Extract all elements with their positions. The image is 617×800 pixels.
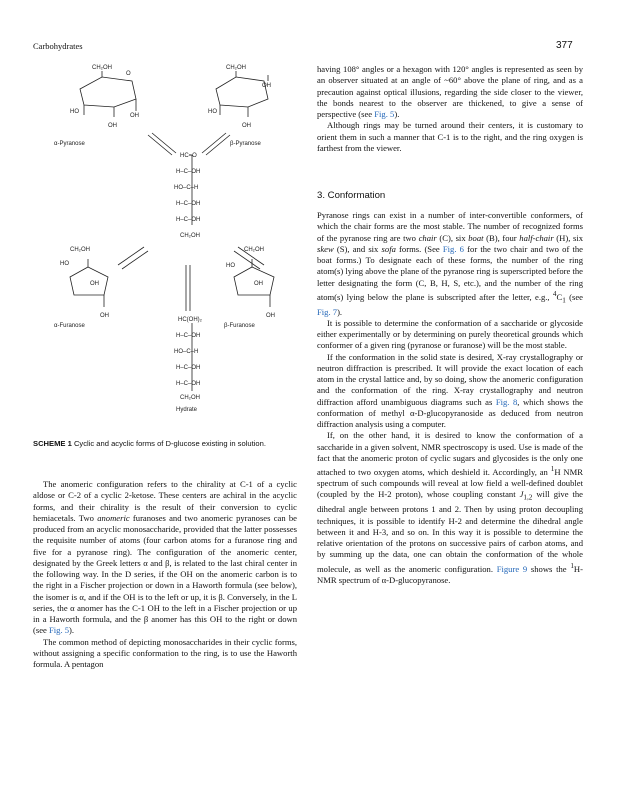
alpha-pyranose-o: O: [126, 71, 131, 77]
text-run: for the two chair and two of the boat forms.) To designate each of these forms, the number of the ring atom(s) lying above the plane of the pyranose ring is superscripted before the letter designating the form (C, B, H, S, etc.), and the number of the ring atom(s) lying below the plane is subscripted after the letter, e.g.,: [317, 243, 583, 302]
text-run: shows the: [527, 563, 571, 574]
text-run: having 108° angles or a hexagon with 120° angles is represented as seen by an observer situated at an angle of ~60° above the plane of ring, and as a precaution against optical illusions, regarding the side closer to the viewer, the bonds nearest to the observer are thickened, to give a sense of perspective (see: [317, 64, 583, 119]
text-run: Pyranose rings can exist in a number of inter-convertible conformers, of which the chair forms are the most stable. The number of recognized forms of the pyranose ring are two: [317, 210, 583, 243]
text-run: H NMR spectrum of such compounds will reveal at low field a well-defined doublet (coupled by the H-2 proton), whose coupling constant: [317, 466, 583, 500]
text-run: furanoses and two anomeric pyranoses can be produced from an acyclic monosaccharide, provided that the latter possesses the requisite number of atoms (four carbon atoms for a furanose ring and five for a pyranose ring). The configuration of the anomeric center, designated by the Greek letters α and β, is related to the last chiral center in the following way. In the D series, if the OH on the anomeric carbon is to the right in a Fischer projection or down in a Haworth formula (see below), the isomer is α, and if the OH is to the left or up, it is β. Conversely, in the L series, the α anomer has the C-1 OH to the left in a Fischer projection or up in a Haworth formula, and the β anomer has this OH to the right or down (see: [33, 512, 297, 636]
figure-9-link[interactable]: Figure 9: [496, 563, 528, 574]
alpha-furanose-oh2: OH: [100, 313, 109, 319]
emphasis: half-chair: [519, 232, 554, 243]
paragraph-orientation: Although rings may be turned around their centers, it is customary to orient them in such a manner that C-1 is to the right, and the ring oxygen is farthest from the viewer.: [317, 120, 583, 153]
emphasis: anomeric: [97, 512, 130, 523]
alpha-furanose-oh: OH: [90, 281, 99, 287]
alpha-pyranose-ch2oh: CH₂OH: [92, 65, 112, 71]
hydrate-c2: H–C–OH: [176, 333, 201, 339]
paragraph-perspective: [317, 64, 583, 120]
alpha-pyranose-oh2: OH: [108, 123, 117, 129]
text-run: C: [556, 291, 563, 302]
emphasis: skew: [317, 243, 334, 254]
page-number: 377: [556, 40, 573, 51]
subscript: 1,2: [523, 494, 533, 503]
text-run: forms. (See: [395, 243, 443, 254]
beta-pyranose-ho: HO: [208, 109, 217, 115]
text-run: (see: [565, 291, 583, 302]
fischer-aldehyde: HC=O: [180, 153, 197, 159]
beta-pyranose-oh: OH: [262, 83, 271, 89]
right-column-bottom: [317, 210, 583, 586]
scheme-caption: [33, 439, 297, 449]
hydrate-c5: H–C–OH: [176, 381, 201, 387]
beta-furanose-oh: OH: [254, 281, 263, 287]
alpha-furanose-ring: [70, 267, 108, 295]
hydrate-c6: CH₂OH: [180, 395, 200, 401]
section-heading-conformation: 3. Conformation: [317, 190, 386, 201]
beta-pyranose-ring: [216, 77, 268, 107]
text-run: ).: [394, 109, 400, 119]
alpha-pyranose-label: α-Pyranose: [54, 141, 85, 147]
paragraph-anomeric: [33, 479, 297, 637]
text-run: (H), six: [553, 232, 584, 243]
text-run: If the conformation in the solid state is desired, X-ray crystallography or neutron diffraction is prescribed. It will provide the exact location of each atom in the crystal lattice and, by so doing, show the anomeric configuration and the conformation of the ring. X-ray crystallography and neutron diffraction afford unambiguous diagrams such as: [317, 351, 583, 407]
beta-pyranose-label: β-Pyranose: [230, 141, 261, 147]
beta-furanose-label: β-Furanose: [224, 323, 255, 329]
beta-furanose-oh2: OH: [266, 313, 275, 319]
text-run: , which shows the conformation of methyl α-D-glucopyranoside as deduced from neutron diffraction analysis using a computer.: [317, 396, 583, 430]
text-run: (S), and six: [333, 243, 382, 254]
text-run: If, on the other hand, it is desired to know the conformation of a saccharide in a given solvent, NMR spectroscopy is used. Use is made of the fact that the anomeric proton of cyclic sugars and glycosides is the only one attached to two oxygen atoms, which deshield it. Accordingly, an: [317, 430, 583, 477]
emphasis: chair: [418, 232, 437, 243]
text-run: (C), six: [436, 232, 469, 243]
emphasis: boat: [468, 232, 484, 243]
alpha-pyranose-ring: [80, 77, 136, 107]
alpha-furanose-ch2oh: CH₂OH: [70, 247, 90, 253]
fig-7-link[interactable]: Fig. 7: [317, 306, 338, 317]
hydrate-c1: HC(OH)₂: [178, 317, 202, 323]
text-run: H-NMR spectrum of α-D-glucopyranose.: [317, 563, 583, 585]
fischer-c5: H–C–OH: [176, 217, 201, 223]
fischer-c6: CH₂OH: [180, 233, 200, 239]
subscript: 1: [562, 296, 566, 305]
paragraph-haworth: The common method of depicting monosaccharides in their cyclic forms, without assigning a specific conformation to the ring, is to use the Haworth formula. A pentagon: [33, 636, 297, 669]
fig-6-link[interactable]: Fig. 6: [442, 243, 464, 254]
beta-pyranose-ch2oh: CH₂OH: [226, 65, 246, 71]
text-run: ).: [337, 306, 343, 317]
alpha-pyranose-oh: OH: [130, 113, 139, 119]
hydrate-c4: H–C–OH: [176, 365, 201, 371]
emphasis: J: [519, 489, 524, 500]
fischer-c4: H–C–OH: [176, 201, 201, 207]
fig-5-link-right[interactable]: Fig. 5: [374, 109, 395, 119]
paragraph-pyranose-forms: [317, 210, 583, 318]
fischer-c3: HO–C–H: [174, 185, 199, 191]
superscript: 1: [550, 465, 555, 474]
superscript: 1: [570, 561, 574, 570]
text-run: The anomeric configuration refers to the chirality at C-1 of a cyclic aldose or C-2 of a cyclic 2-ketose. These centers are achiral in the acyclic forms, and their chirality is the result of their conversion to cyclic hemiacetals. Two: [33, 479, 297, 523]
scheme-1-illustration: [30, 55, 300, 437]
left-column: [33, 479, 297, 670]
alpha-furanose-ho: HO: [60, 261, 69, 267]
fig-5-link[interactable]: Fig. 5: [48, 625, 70, 636]
running-title: Carbohydrates: [33, 41, 83, 51]
alpha-furanose-label: α-Furanose: [54, 323, 85, 329]
alpha-pyranose-ho: HO: [70, 109, 79, 115]
emphasis: sofa: [381, 243, 396, 254]
text-run: (B), four: [483, 232, 520, 243]
beta-furanose-ho: HO: [226, 263, 235, 269]
fig-8-link[interactable]: Fig. 8: [495, 396, 518, 407]
paragraph-nmr: [317, 430, 583, 586]
hydrate-c3: HO–C–H: [174, 349, 199, 355]
text-run: will give the dihedral angle between protons 1 and 2. Then by using proton decoupling techniques, it is possible to identify H-2 and determine the dihedral angle between it and H-3, and so on. In this way it is possible to determine the relative orientation of the protons on successive pairs of carbon atoms, and by summing up the data, one can obtain the conformation of the whole molecule, as well as the anomeric configuration.: [317, 489, 583, 574]
paragraph-xray: [317, 352, 583, 431]
beta-furanose-ch2oh: CH₂OH: [244, 247, 264, 253]
superscript: 4: [552, 289, 557, 298]
hydrate-label: Hydrate: [176, 407, 198, 413]
right-column-top: [317, 64, 583, 154]
caption-label: SCHEME 1: [33, 439, 72, 448]
beta-pyranose-oh2: OH: [242, 123, 251, 129]
fischer-c2: H–C–OH: [176, 169, 201, 175]
paragraph-determine: It is possible to determine the conformation of a saccharide or glycoside either experimentally or by determining on purely theoretical grounds which conformer of a given ring (pyranose or furanose) will be the most stable.: [317, 317, 583, 351]
caption-text: Cyclic and acyclic forms of D-glucose existing in solution.: [71, 439, 266, 448]
text-run: ).: [69, 625, 75, 636]
